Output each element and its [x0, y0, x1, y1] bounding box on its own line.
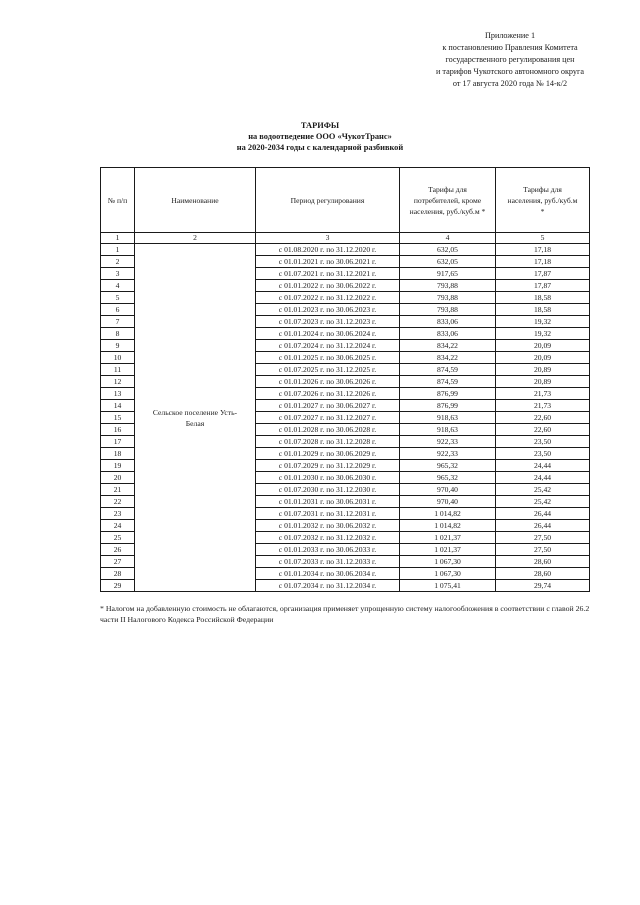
cell-tariff-consumers: 1 021,37: [400, 532, 496, 544]
cell-tariff-population: 20,89: [496, 364, 590, 376]
cell-tariff-population: 25,42: [496, 484, 590, 496]
cell-tariff-consumers: 833,06: [400, 328, 496, 340]
col-number: 4: [400, 233, 496, 244]
cell-period: с 01.01.2025 г. по 30.06.2025 г.: [256, 352, 400, 364]
cell-tariff-population: 17,18: [496, 244, 590, 256]
cell-tariff-consumers: 874,59: [400, 364, 496, 376]
cell-tariff-population: 24,44: [496, 472, 590, 484]
cell-tariff-population: 26,44: [496, 508, 590, 520]
cell-period: с 01.01.2030 г. по 30.06.2030 г.: [256, 472, 400, 484]
annex-line: государственного регулирования цен: [445, 55, 575, 64]
cell-tariff-population: 22,60: [496, 424, 590, 436]
row-number: 23: [101, 508, 135, 520]
cell-tariff-population: 22,60: [496, 412, 590, 424]
row-number: 6: [101, 304, 135, 316]
header-tariff-population: Тарифы для населения, руб./куб.м *: [496, 168, 590, 233]
row-number: 13: [101, 388, 135, 400]
row-number: 24: [101, 520, 135, 532]
cell-period: с 01.01.2033 г. по 30.06.2033 г.: [256, 544, 400, 556]
row-number: 29: [101, 580, 135, 592]
tariff-table-body: [101, 244, 590, 592]
cell-tariff-consumers: 918,63: [400, 424, 496, 436]
cell-period: с 01.01.2031 г. по 30.06.2031 г.: [256, 496, 400, 508]
col-number: 1: [101, 233, 135, 244]
cell-tariff-population: 20,09: [496, 340, 590, 352]
cell-tariff-consumers: 965,32: [400, 472, 496, 484]
cell-tariff-consumers: 793,88: [400, 292, 496, 304]
cell-tariff-consumers: 834,22: [400, 352, 496, 364]
cell-tariff-population: 23,50: [496, 448, 590, 460]
cell-period: с 01.01.2022 г. по 30.06.2022 г.: [256, 280, 400, 292]
row-number: 3: [101, 268, 135, 280]
tariff-table: [100, 167, 590, 592]
cell-tariff-population: 20,89: [496, 376, 590, 388]
cell-tariff-consumers: 917,65: [400, 268, 496, 280]
row-number: 20: [101, 472, 135, 484]
table-row: [101, 244, 590, 256]
cell-tariff-population: 18,58: [496, 292, 590, 304]
cell-tariff-population: 26,44: [496, 520, 590, 532]
row-number: 18: [101, 448, 135, 460]
cell-tariff-consumers: 1 014,82: [400, 508, 496, 520]
document-heading: [120, 120, 520, 153]
cell-tariff-consumers: 874,59: [400, 376, 496, 388]
header-num: № п/п: [101, 168, 135, 233]
cell-period: с 01.07.2032 г. по 31.12.2032 г.: [256, 532, 400, 544]
cell-period: с 01.01.2023 г. по 30.06.2023 г.: [256, 304, 400, 316]
footnote: * Налогом на добавленную стоимость не облагаются, организация применяет упрощенную систему налогообложения в соответствии с главой 26.2 части II Налогового Кодекса Российской Федерации: [100, 604, 590, 624]
document-title: ТАРИФЫ: [300, 121, 340, 130]
cell-period: с 01.07.2033 г. по 31.12.2033 г.: [256, 556, 400, 568]
row-number: 15: [101, 412, 135, 424]
row-number: 19: [101, 460, 135, 472]
document-subtitle-period: на 2020-2034 годы с календарной разбивкой: [236, 143, 404, 152]
cell-tariff-population: 27,50: [496, 544, 590, 556]
col-number: 3: [256, 233, 400, 244]
cell-tariff-consumers: 922,33: [400, 448, 496, 460]
cell-tariff-consumers: 876,99: [400, 388, 496, 400]
annex-block: [370, 30, 640, 90]
cell-tariff-population: 28,60: [496, 568, 590, 580]
row-number: 10: [101, 352, 135, 364]
cell-period: с 01.01.2029 г. по 30.06.2029 г.: [256, 448, 400, 460]
cell-tariff-population: 19,32: [496, 316, 590, 328]
cell-tariff-consumers: 965,32: [400, 460, 496, 472]
cell-tariff-population: 23,50: [496, 436, 590, 448]
cell-period: с 01.01.2021 г. по 30.06.2021 г.: [256, 256, 400, 268]
cell-tariff-population: 17,87: [496, 268, 590, 280]
row-number: 4: [101, 280, 135, 292]
cell-period: с 01.01.2024 г. по 30.06.2024 г.: [256, 328, 400, 340]
cell-tariff-consumers: 1 075,41: [400, 580, 496, 592]
cell-period: с 01.07.2029 г. по 31.12.2029 г.: [256, 460, 400, 472]
cell-tariff-consumers: 1 067,30: [400, 568, 496, 580]
cell-period: с 01.01.2034 г. по 30.06.2034 г.: [256, 568, 400, 580]
annex-line: и тарифов Чукотского автономного округа: [435, 67, 585, 76]
row-number: 1: [101, 244, 135, 256]
cell-period: с 01.07.2028 г. по 31.12.2028 г.: [256, 436, 400, 448]
cell-tariff-population: 18,58: [496, 304, 590, 316]
row-number: 16: [101, 424, 135, 436]
cell-period: с 01.07.2031 г. по 31.12.2031 г.: [256, 508, 400, 520]
cell-period: с 01.07.2025 г. по 31.12.2025 г.: [256, 364, 400, 376]
cell-tariff-consumers: 834,22: [400, 340, 496, 352]
row-number: 9: [101, 340, 135, 352]
cell-tariff-population: 20,09: [496, 352, 590, 364]
document-subtitle: на водоотведение ООО «ЧукотТранс»: [248, 132, 392, 141]
cell-tariff-population: 21,73: [496, 388, 590, 400]
cell-tariff-population: 25,42: [496, 496, 590, 508]
cell-period: с 01.08.2020 г. по 31.12.2020 г.: [256, 244, 400, 256]
cell-period: с 01.01.2032 г. по 30.06.2032 г.: [256, 520, 400, 532]
cell-tariff-consumers: 1 014,82: [400, 520, 496, 532]
cell-tariff-consumers: 1 067,30: [400, 556, 496, 568]
cell-tariff-population: 17,87: [496, 280, 590, 292]
cell-tariff-consumers: 876,99: [400, 400, 496, 412]
cell-tariff-population: 27,50: [496, 532, 590, 544]
cell-tariff-consumers: 922,33: [400, 436, 496, 448]
cell-tariff-consumers: 793,88: [400, 304, 496, 316]
cell-tariff-population: 29,74: [496, 580, 590, 592]
row-number: 5: [101, 292, 135, 304]
row-number: 8: [101, 328, 135, 340]
row-number: 28: [101, 568, 135, 580]
cell-tariff-consumers: 970,40: [400, 496, 496, 508]
row-number: 12: [101, 376, 135, 388]
row-number: 26: [101, 544, 135, 556]
row-number: 22: [101, 496, 135, 508]
cell-period: с 01.07.2021 г. по 31.12.2021 г.: [256, 268, 400, 280]
row-number: 21: [101, 484, 135, 496]
cell-tariff-consumers: 1 021,37: [400, 544, 496, 556]
header-name: Наименование: [135, 168, 256, 233]
cell-period: с 01.07.2026 г. по 31.12.2026 г.: [256, 388, 400, 400]
cell-period: с 01.01.2028 г. по 30.06.2028 г.: [256, 424, 400, 436]
cell-period: с 01.01.2026 г. по 30.06.2026 г.: [256, 376, 400, 388]
annex-line: к постановлению Правления Комитета: [442, 43, 578, 52]
cell-settlement: Сельское поселение Усть-Белая: [135, 244, 256, 592]
cell-tariff-consumers: 970,40: [400, 484, 496, 496]
col-number: 2: [135, 233, 256, 244]
row-number: 14: [101, 400, 135, 412]
annex-line: Приложение 1: [484, 31, 536, 40]
annex-line: от 17 августа 2020 года № 14-к/2: [452, 79, 568, 88]
cell-period: с 01.07.2022 г. по 31.12.2022 г.: [256, 292, 400, 304]
cell-tariff-population: 24,44: [496, 460, 590, 472]
cell-tariff-population: 17,18: [496, 256, 590, 268]
cell-period: с 01.07.2030 г. по 31.12.2030 г.: [256, 484, 400, 496]
row-number: 2: [101, 256, 135, 268]
cell-period: с 01.07.2023 г. по 31.12.2023 г.: [256, 316, 400, 328]
cell-tariff-consumers: 833,06: [400, 316, 496, 328]
cell-period: с 01.07.2027 г. по 31.12.2027 г.: [256, 412, 400, 424]
row-number: 11: [101, 364, 135, 376]
header-tariff-consumers: Тарифы для потребителей, кроме населения, руб./куб.м *: [400, 168, 496, 233]
cell-tariff-consumers: 632,05: [400, 244, 496, 256]
cell-period: с 01.07.2034 г. по 31.12.2034 г.: [256, 580, 400, 592]
cell-tariff-consumers: 632,05: [400, 256, 496, 268]
cell-tariff-population: 19,32: [496, 328, 590, 340]
cell-tariff-consumers: 918,63: [400, 412, 496, 424]
cell-tariff-consumers: 793,88: [400, 280, 496, 292]
cell-period: с 01.01.2027 г. по 30.06.2027 г.: [256, 400, 400, 412]
cell-period: с 01.07.2024 г. по 31.12.2024 г.: [256, 340, 400, 352]
header-period: Период регулирования: [256, 168, 400, 233]
cell-tariff-population: 21,73: [496, 400, 590, 412]
cell-tariff-population: 28,60: [496, 556, 590, 568]
row-number: 25: [101, 532, 135, 544]
row-number: 7: [101, 316, 135, 328]
col-number: 5: [496, 233, 590, 244]
row-number: 27: [101, 556, 135, 568]
row-number: 17: [101, 436, 135, 448]
